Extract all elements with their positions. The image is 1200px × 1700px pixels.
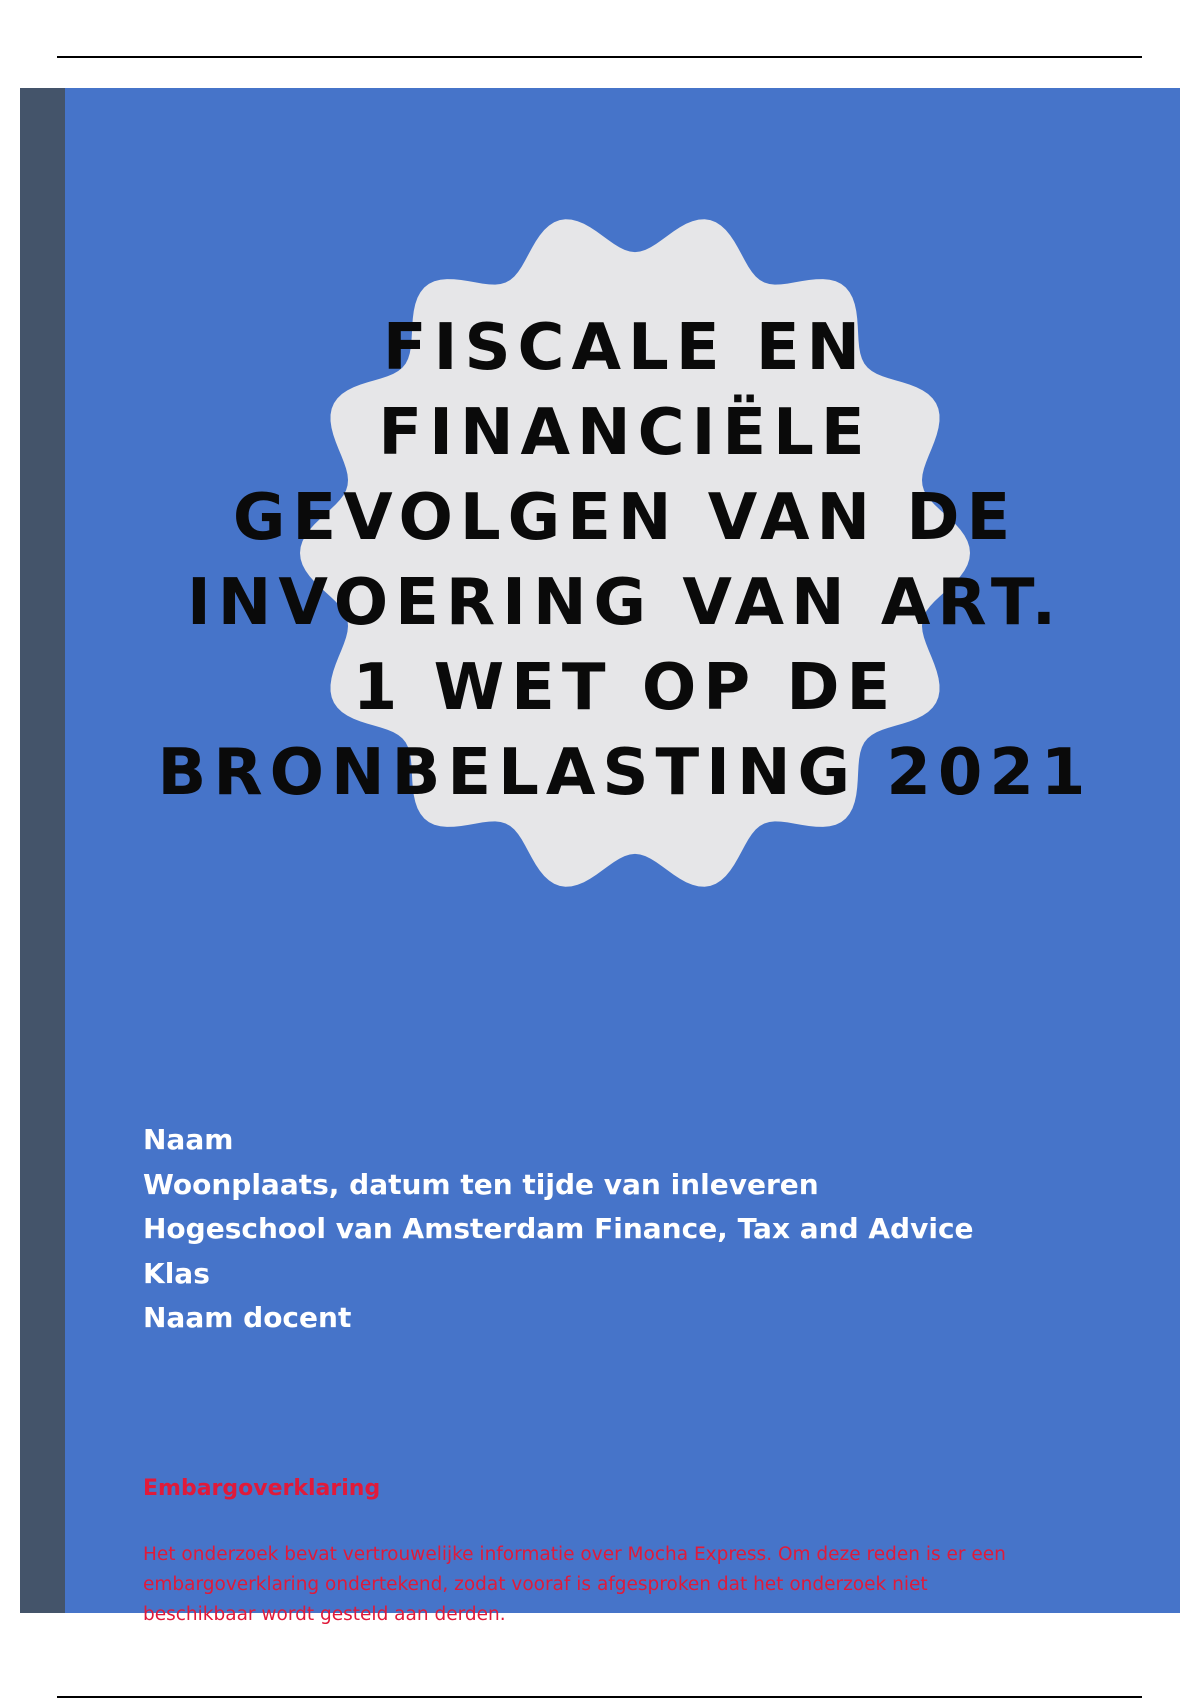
top-rule <box>57 56 1142 58</box>
title-line: BRONBELASTING 2021 <box>157 736 1093 810</box>
author-name: Naam <box>143 1123 234 1156</box>
cover-side-stripe <box>20 88 65 1613</box>
cover-page <box>20 88 1180 1625</box>
bottom-rule <box>57 1696 1142 1698</box>
embargo-statement: Het onderzoek bevat vertrouwelijke informatie over Mocha Express. Om deze reden is er een embargoverklaring ondertekend, zodat vooraf is afgesproken dat het onderzoek niet beschikbaar wordt gesteld aan derden. <box>143 1544 1006 1625</box>
embargo-heading: Embargoverklaring <box>143 1476 381 1501</box>
title-line: 1 WET OP DE <box>352 651 898 725</box>
institution: Hogeschool van Amsterdam Finance, Tax and Advice <box>143 1212 974 1245</box>
teacher-name: Naam docent <box>143 1301 352 1334</box>
author-details <box>143 1118 1093 1341</box>
residence-date: Woonplaats, datum ten tijde van inleveren <box>143 1167 819 1201</box>
title-line: GEVOLGEN VAN DE <box>232 481 1018 555</box>
document-title <box>80 306 1170 816</box>
title-line: FISCALE EN <box>382 311 868 385</box>
title-line: FINANCIËLE <box>378 396 872 470</box>
class-name: Klas <box>143 1256 210 1290</box>
title-line: INVOERING VAN ART. <box>186 566 1064 640</box>
